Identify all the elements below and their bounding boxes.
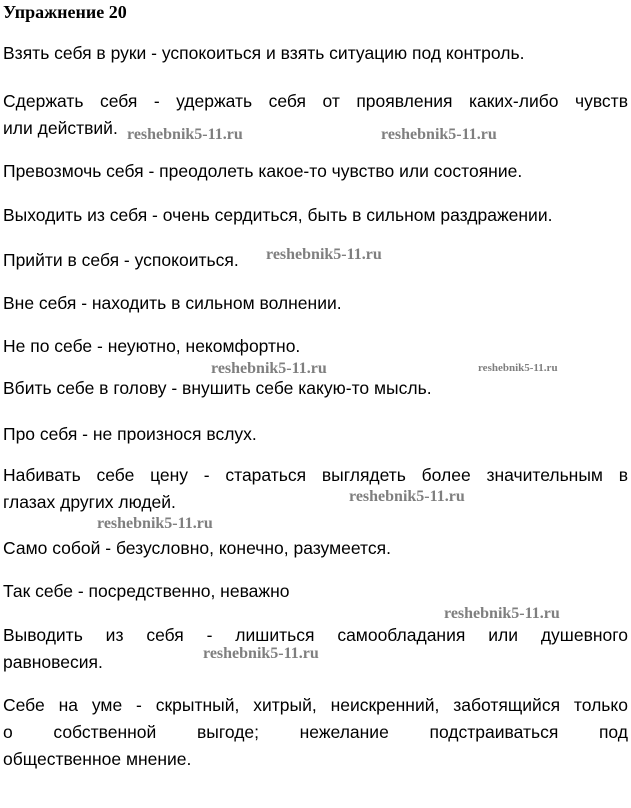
watermark: reshebnik5-11.ru [127,126,243,143]
entry-line: Набивать себе цену - стараться выглядеть более значительным в [3,465,628,485]
phrase-entry [3,202,628,229]
entry-line: Выводить из себя - лишиться самообладания или душевного [3,625,628,645]
entry-line: Сдержать себя - удержать себя от проявления каких-либо чувств [3,91,628,111]
entry-line: Не по себе - неуютно, некомфортно. [3,336,301,356]
exercise-title: Упражнение 20 [3,2,127,22]
watermark: reshebnik5-11.ru [349,488,465,505]
phrase-entry [3,290,628,317]
entry-line: Вбить себе в голову - внушить себе какую-то мысль. [3,378,432,398]
phrase-entry [3,535,628,562]
entry-line: Само собой - безусловно, конечно, разумеется. [3,538,391,558]
entry-line: равновесия. [3,652,103,672]
watermark: reshebnik5-11.ru [97,515,213,532]
watermark: reshebnik5-11.ru [478,362,558,374]
phrase-entry [3,88,628,142]
phrase-entry [3,578,628,605]
watermark: reshebnik5-11.ru [211,360,327,377]
watermark: reshebnik5-11.ru [444,605,560,622]
entry-line: или действий. [3,118,118,138]
phrase-entry [3,421,628,448]
entry-line: Вне себя - находить в сильном волнении. [3,293,342,313]
phrase-entry [3,462,628,516]
entry-line: Про себя - не произнося вслух. [3,424,257,444]
entry-line: Выходить из себя - очень сердиться, быть в сильном раздражении. [3,205,553,225]
entry-line: глазах других людей. [3,492,176,512]
phrase-entry [3,40,628,67]
entry-line: о собственной выгоде; нежелание подстраиваться под [3,722,628,742]
watermark: reshebnik5-11.ru [203,645,319,662]
entry-line: Превозмочь себя - преодолеть какое-то чувство или состояние. [3,161,523,181]
phrase-entry [3,333,628,360]
phrase-entry [3,375,628,402]
entry-line: Взять себя в руки - успокоиться и взять ситуацию под контроль. [3,43,525,63]
entry-line: Прийти в себя - успокоиться. [3,250,239,270]
entry-line: Себе на уме - скрытный, хитрый, неискренний, заботящийся только [3,695,628,715]
entry-line: общественное мнение. [3,749,192,769]
watermark: reshebnik5-11.ru [381,126,497,143]
watermark: reshebnik5-11.ru [266,246,382,263]
entry-line: Так себе - посредственно, неважно [3,581,290,601]
phrase-entry [3,158,628,185]
phrase-entry [3,692,628,773]
